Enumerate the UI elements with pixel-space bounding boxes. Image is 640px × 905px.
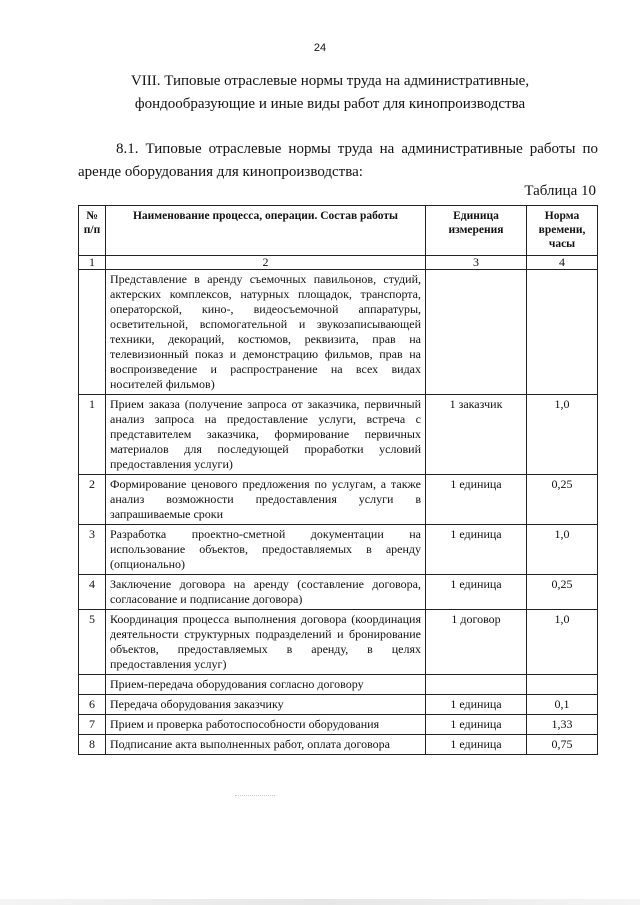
- index-cell: 2: [106, 256, 426, 270]
- heading-line-1: VIII. Типовые отраслевые нормы труда на административные,: [130, 73, 530, 89]
- row-description: Прием заказа (получение запроса от заказчика, первичный анализ запроса на предоставление услуги, встреча с представителем заказчика, формирование первичных материалов для последующей проработки условий предоставления услуги): [106, 395, 426, 475]
- row-norm: 1,33: [527, 715, 598, 735]
- row-unit: 1 единица: [426, 695, 527, 715]
- row-number: 1: [79, 395, 106, 475]
- section-heading: [60, 70, 600, 116]
- section-norm-cell: [527, 270, 598, 395]
- row-number: 7: [79, 715, 106, 735]
- row-description: Формирование ценового предложения по услугам, а также анализ возможности предоставления услуги в запрашиваемые сроки: [106, 475, 426, 525]
- table-row: [79, 735, 598, 755]
- scan-mark: [235, 795, 275, 802]
- row-unit: 1 единица: [426, 735, 527, 755]
- row-number: 4: [79, 575, 106, 610]
- row-norm: 0,1: [527, 695, 598, 715]
- page-number: 24: [313, 42, 327, 54]
- row-unit: 1 договор: [426, 610, 527, 675]
- table-header-row: [79, 206, 598, 256]
- column-index-row: [79, 256, 598, 270]
- header-num: № п/п: [79, 206, 106, 256]
- section-title: Прием-передача оборудования согласно договору: [106, 675, 426, 695]
- row-norm: 1,0: [527, 610, 598, 675]
- table-row: [79, 475, 598, 525]
- index-cell: 1: [79, 256, 106, 270]
- section-unit-cell: [426, 270, 527, 395]
- section-title: Представление в аренду съемочных павильонов, студий, актерских комплексов, натурных площадок, транспорта, операторской, кино-, видеосъемочной аппаратуры, осветительной, вспомогательной и звукозаписывающей техники, декораций, костюмов, реквизита, прав на телевизионный показ и демонстрацию фильмов, прав на воспроизведение и распространение на всех видах носителей фильмов): [106, 270, 426, 395]
- section-num-cell: [79, 270, 106, 395]
- table-row: [79, 695, 598, 715]
- table-row: [79, 395, 598, 475]
- row-norm: 1,0: [527, 395, 598, 475]
- row-description: Подписание акта выполненных работ, оплата договора: [106, 735, 426, 755]
- section-norm-cell: [527, 675, 598, 695]
- row-unit: 1 единица: [426, 575, 527, 610]
- row-norm: 0,75: [527, 735, 598, 755]
- table-row: [79, 715, 598, 735]
- row-description: Координация процесса выполнения договора (координация деятельности структурных подразделений и бронирование объектов, предоставляемых в аренду, в целях предоставления услуг): [106, 610, 426, 675]
- row-unit: 1 заказчик: [426, 395, 527, 475]
- scan-edge: [0, 899, 640, 905]
- labor-norms-table: [78, 205, 598, 755]
- table-label: Таблица 10: [524, 183, 596, 199]
- section-num-cell: [79, 675, 106, 695]
- index-cell: 4: [527, 256, 598, 270]
- section-row: [79, 270, 598, 395]
- table-row: [79, 610, 598, 675]
- heading-line-2: фондообразующие и иные виды работ для кинопроизводства: [134, 96, 526, 112]
- row-description: Заключение договора на аренду (составление договора, согласование и подписание договора): [106, 575, 426, 610]
- row-number: 3: [79, 525, 106, 575]
- section-unit-cell: [426, 675, 527, 695]
- row-number: 2: [79, 475, 106, 525]
- row-unit: 1 единица: [426, 715, 527, 735]
- header-unit: Единица измерения: [426, 206, 527, 256]
- header-norm: Норма времени, часы: [527, 206, 598, 256]
- row-norm: 0,25: [527, 575, 598, 610]
- row-norm: 1,0: [527, 525, 598, 575]
- header-name: Наименование процесса, операции. Состав работы: [106, 206, 426, 256]
- row-number: 6: [79, 695, 106, 715]
- row-description: Передача оборудования заказчику: [106, 695, 426, 715]
- table-row: [79, 575, 598, 610]
- row-unit: 1 единица: [426, 475, 527, 525]
- row-unit: 1 единица: [426, 525, 527, 575]
- section-row: [79, 675, 598, 695]
- row-description: Разработка проектно-сметной документации на использование объектов, предоставляемых в аренду (опционально): [106, 525, 426, 575]
- row-norm: 0,25: [527, 475, 598, 525]
- row-number: 5: [79, 610, 106, 675]
- row-description: Прием и проверка работоспособности оборудования: [106, 715, 426, 735]
- intro-paragraph: 8.1. Типовые отраслевые нормы труда на административные работы по аренде оборудования для кинопроизводства:: [78, 141, 598, 180]
- index-cell: 3: [426, 256, 527, 270]
- table-row: [79, 525, 598, 575]
- row-number: 8: [79, 735, 106, 755]
